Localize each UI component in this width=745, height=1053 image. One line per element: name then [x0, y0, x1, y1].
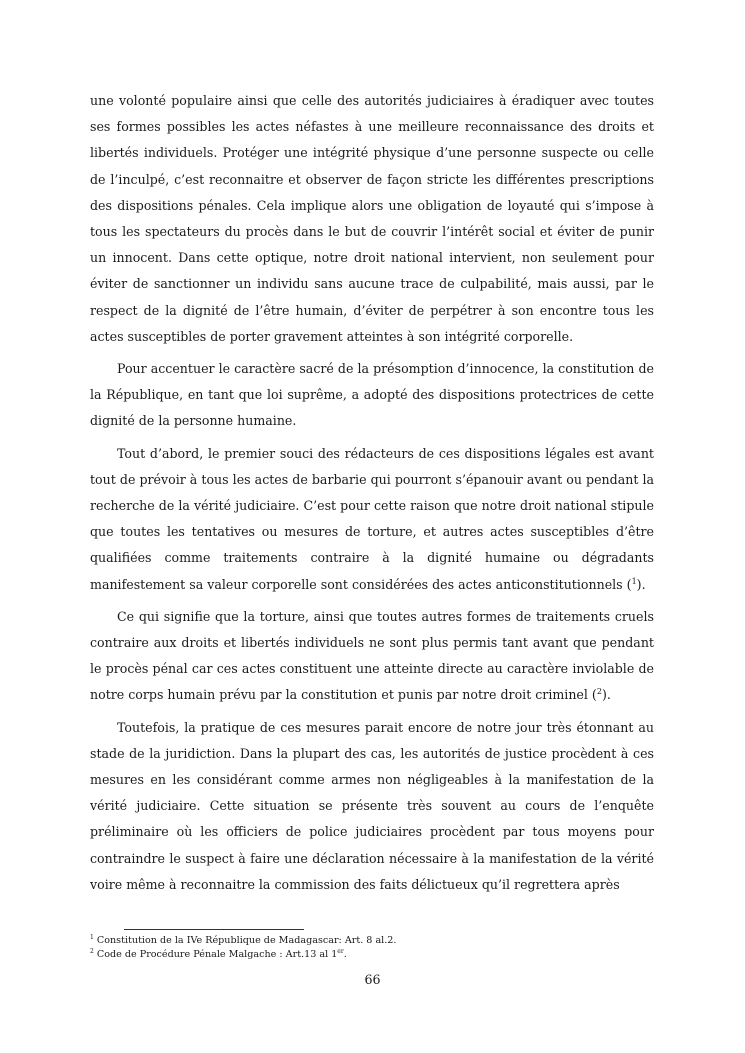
footnote-text: Constitution de la IVe République de Madagascar: Art. 8 al.2.: [96, 935, 397, 946]
footnote-number: 2: [90, 947, 94, 955]
footnote-ref[interactable]: 2: [596, 687, 602, 697]
paragraph: [90, 604, 654, 709]
paragraph-text: Ce qui signifie que la torture, ainsi que toutes autres formes de traitements cruels contraire aux droits et libertés individuels ne sont plus permis tant avant que pendant le procès pénal car ces actes constituent une atteinte directe au caractère inviolable de notre corps humain prévu par la constitution et punis par notre droit criminel (: [90, 608, 654, 703]
page-number: 66: [364, 972, 381, 987]
footnote-ref[interactable]: 1: [631, 576, 637, 586]
paragraph-tail: ).: [601, 687, 611, 703]
body-text: [90, 88, 654, 904]
paragraph: [90, 356, 654, 435]
footnote-text: Code de Procédure Pénale Malgache : Art.13 al 1: [96, 949, 338, 960]
footnote-number: 1: [90, 933, 94, 941]
footnote-separator: [124, 929, 304, 930]
paragraph: [90, 88, 654, 350]
paragraph: [90, 441, 654, 598]
paragraph: [90, 715, 654, 898]
paragraph-text: Pour accentuer le caractère sacré de la présomption d’innocence, la constitution de la République, en tant que loi suprême, a adopté des dispositions protectrices de cette dignité de la personne humaine.: [90, 361, 654, 429]
footnote: [90, 934, 654, 948]
footnote-superscript: er: [337, 947, 344, 955]
paragraph-text: Toutefois, la pratique de ces mesures parait encore de notre jour très étonnant au stade de la juridiction. Dans la plupart des cas, les autorités de justice procèdent à ces mesures en les considérant comme armes non négligeables à la manifestation de la vérité judiciaire. Cette situation se présente très souvent au cours de l’enquête préliminaire où les officiers de police judiciaires procèdent par tous moyens pour contraindre le suspect à faire une déclaration nécessaire à la manifestation de la vérité voire même à reconnaitre la commission des faits délictueux qu’il regrettera après: [90, 719, 654, 892]
paragraph-text: une volonté populaire ainsi que celle des autorités judiciaires à éradiquer avec toutes ses formes possibles les actes néfastes à une meilleure reconnaissance des droits et libertés individuels. Protéger une intégrité physique d’une personne suspecte ou celle de l’inculpé, c’est reconnaitre et observer de façon stricte les différentes prescriptions des dispositions pénales. Cela implique alors une obligation de loyauté qui s’impose à tous les spectateurs du procès dans le but de couvrir l’intérêt social et éviter de punir un innocent. Dans cette optique, notre droit national intervient, non seulement pour éviter de sanctionner un individu sans aucune trace de culpabilité, mais aussi, par le respect de la dignité de l’être humain, d’éviter de perpétrer à son encontre tous les actes susceptibles de porter gravement atteintes à son intégrité corporelle.: [90, 93, 654, 344]
footnote: [90, 948, 654, 962]
paragraph-tail: ).: [636, 576, 646, 592]
footnotes: [90, 934, 654, 962]
footnote-tail: .: [343, 949, 347, 960]
paragraph-text: Tout d’abord, le premier souci des rédacteurs de ces dispositions légales est avant tout de prévoir à tous les actes de barbarie qui pourront s’épanouir avant ou pendant la recherche de la vérité judiciaire. C’est pour cette raison que notre droit national stipule que toutes les tentatives ou mesures de torture, et autres actes susceptibles d’être qualifiées comme traitements contraire à la dignité humaine ou dégradants manifestement sa valeur corporelle sont considérées des actes anticonstitutionnels (: [90, 445, 654, 592]
